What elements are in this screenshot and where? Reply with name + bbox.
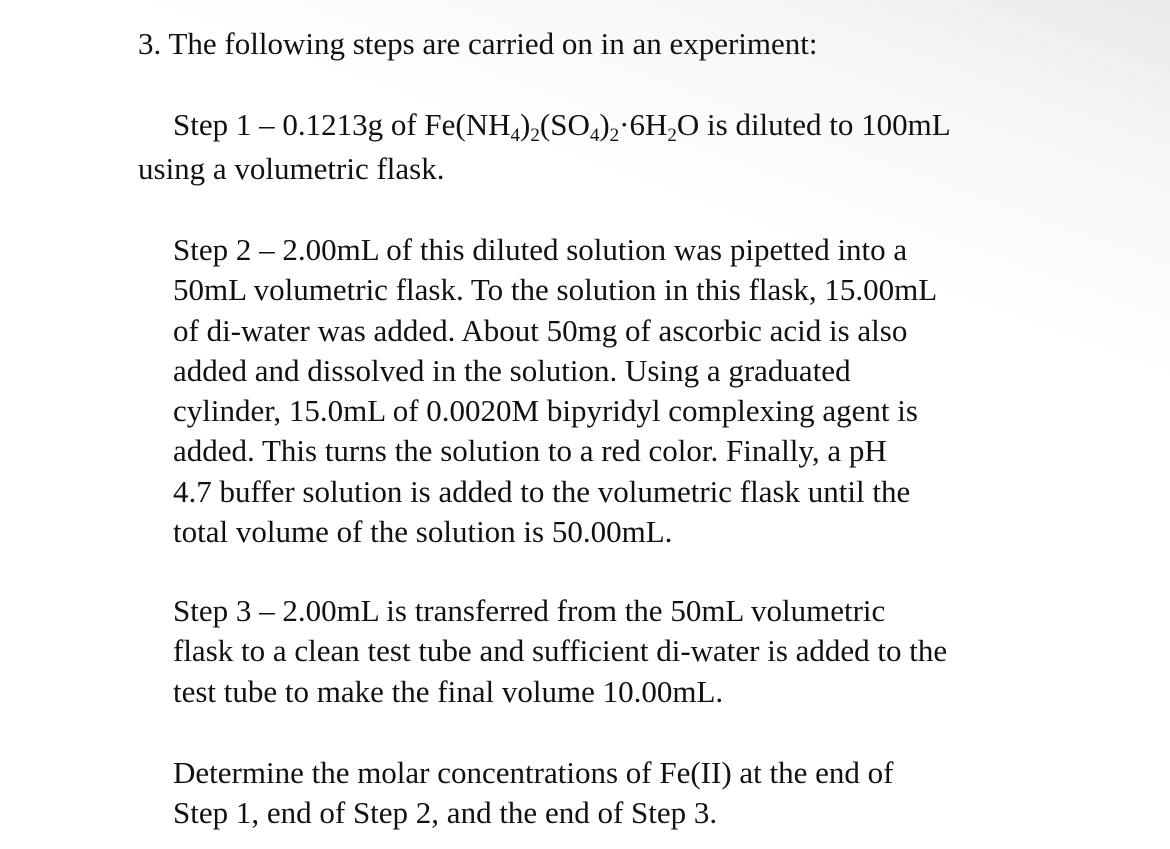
step-2-line: Step 2 – 2.00mL of this diluted solution was pipetted into a (173, 232, 908, 267)
step-1-line-1 (138, 103, 951, 147)
subscript: 2 (530, 125, 540, 146)
step-1-paragraph (138, 103, 951, 191)
formula-part: ) (520, 107, 531, 142)
subscript: 2 (609, 125, 620, 146)
step-2-line: cylinder, 15.0mL of 0.0020M bipyridyl complexing agent is (173, 393, 918, 429)
subscript: 4 (589, 125, 600, 146)
step-2-line: 50mL volumetric flask. To the solution in this flask, 15.00mL (173, 272, 938, 308)
step-1-suffix: O is diluted to 100mL (676, 107, 951, 142)
step-1-line-2: using a volumetric flask. (138, 151, 445, 186)
step-2-line: 4.7 buffer solution is added to the volumetric flask until the (173, 473, 911, 509)
formula-part: (SO (539, 107, 590, 142)
problem-number: 3. (138, 26, 162, 61)
step-3-line: flask to a clean test tube and sufficient di-water is added to the (173, 633, 948, 669)
question-line: Determine the molar concentrations of Fe(II) at the end of (173, 755, 894, 790)
subscript: 4 (510, 125, 521, 146)
question-paragraph (173, 753, 893, 834)
step-3-line: Step 3 – 2.00mL is transferred from the 50mL volumetric (173, 593, 886, 628)
step-3-line: test tube to make the final volume 10.00mL. (173, 673, 724, 709)
subscript: 2 (667, 125, 677, 146)
step-2-line: of di-water was added. About 50mg of ascorbic acid is also (173, 312, 908, 348)
step-2-line: added. This turns the solution to a red color. Finally, a pH (173, 433, 887, 469)
step-3-paragraph (173, 591, 947, 712)
formula-part: ) (599, 107, 610, 142)
step-1-prefix: Step 1 – 0.1213g of Fe(NH (173, 107, 511, 142)
step-2-line: added and dissolved in the solution. Using a graduated (173, 352, 851, 388)
formula-part: ·6H (619, 107, 668, 142)
step-2-line: total volume of the solution is 50.00mL. (173, 514, 673, 550)
question-line: Step 1, end of Step 2, and the end of Step 3. (173, 795, 718, 831)
problem-heading (138, 22, 818, 66)
step-2-paragraph (173, 230, 937, 552)
problem-intro: The following steps are carried on in an experiment: (168, 26, 818, 61)
